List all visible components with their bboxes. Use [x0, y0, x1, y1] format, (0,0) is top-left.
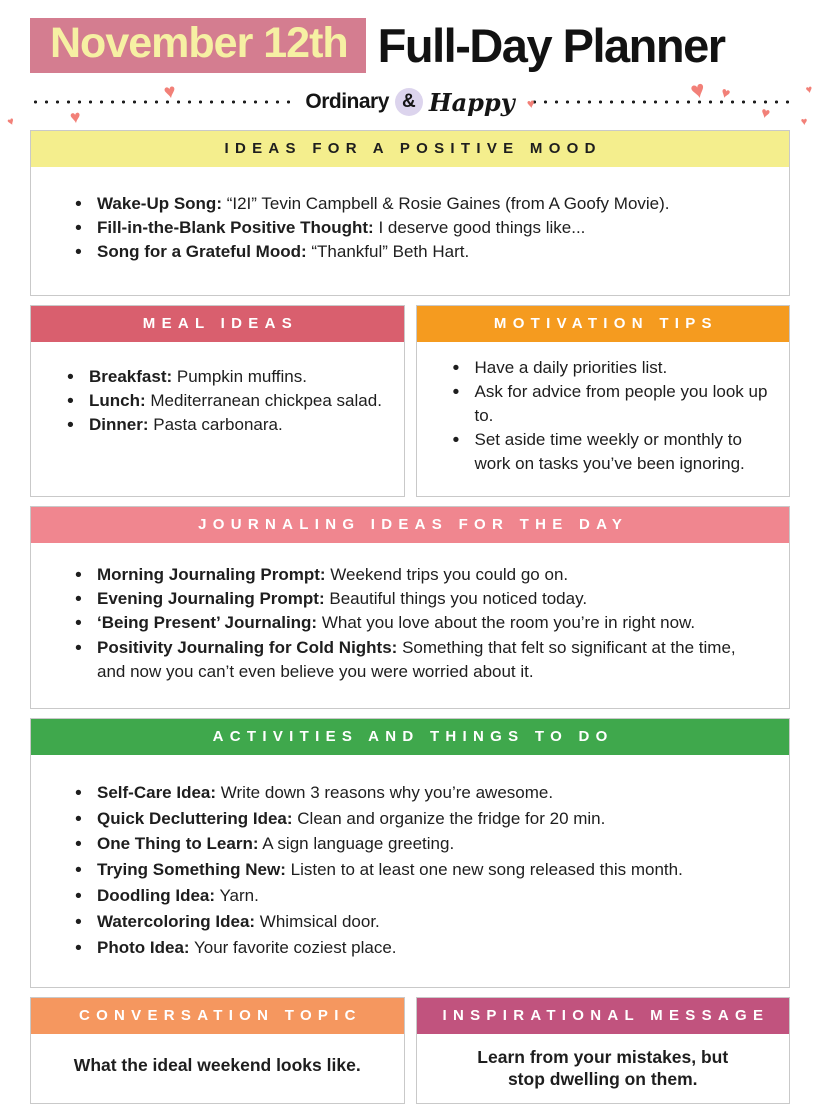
item-label: Morning Journaling Prompt: — [97, 565, 326, 585]
list-item — [475, 428, 770, 476]
heart-icon — [759, 105, 771, 122]
section-positive-mood-body — [31, 167, 789, 294]
item-label: Trying Something New: — [97, 860, 286, 880]
list-item — [97, 611, 743, 635]
list-item — [97, 563, 743, 587]
list-item — [97, 883, 759, 909]
item-text: Yarn. — [219, 886, 259, 906]
list-item — [97, 240, 749, 264]
list-item — [97, 935, 759, 961]
section-motivation-tips — [416, 305, 791, 498]
section-meal-ideas-title: MEAL IDEAS — [31, 306, 404, 342]
activities-list — [97, 780, 759, 961]
item-label: ‘Being Present’ Journaling: — [97, 613, 318, 633]
heart-icon — [805, 84, 814, 96]
list-item — [97, 806, 759, 832]
list-item — [89, 413, 384, 437]
item-label: Wake-Up Song: — [97, 194, 222, 214]
item-text: “I2I” Tevin Campbell & Rosie Gaines (from A Goofy Movie). — [226, 194, 670, 214]
brand-word-ordinary: Ordinary — [305, 90, 389, 114]
section-inspirational — [416, 997, 791, 1104]
item-label: Evening Journaling Prompt: — [97, 589, 325, 609]
item-label: Fill-in-the-Blank Positive Thought: — [97, 218, 374, 238]
item-text: “Thankful” Beth Hart. — [311, 242, 470, 262]
section-journaling — [30, 506, 790, 709]
ampersand-badge: & — [395, 88, 423, 116]
item-text: Clean and organize the fridge for 20 min. — [297, 808, 606, 828]
item-label: Photo Idea: — [97, 937, 190, 957]
item-label: Self-Care Idea: — [97, 782, 217, 802]
date-badge: November 12th — [30, 18, 366, 73]
heart-icon — [6, 116, 16, 129]
item-text: Listen to at least one new song released this month. — [290, 860, 683, 880]
item-text: Have a daily priorities list. — [474, 357, 668, 377]
section-meal-ideas — [30, 305, 405, 498]
heart-icon — [801, 117, 808, 128]
row-conversation-inspirational — [30, 997, 790, 1104]
section-conversation-title: CONVERSATION TOPIC — [31, 998, 404, 1034]
section-journaling-body — [31, 543, 789, 708]
item-text: Weekend trips you could go on. — [330, 565, 569, 585]
list-item — [97, 192, 749, 216]
section-activities — [30, 718, 790, 988]
meal-ideas-list — [89, 365, 384, 437]
list-item — [97, 909, 759, 935]
list-item — [475, 356, 770, 380]
item-text: Set aside time weekly or monthly to work on tasks you’ve been ignoring. — [474, 429, 745, 474]
heart-icon — [69, 107, 82, 126]
list-item — [97, 216, 749, 240]
item-text: Your favorite coziest place. — [193, 937, 397, 957]
item-label: Dinner: — [89, 414, 149, 434]
brand-divider — [30, 87, 790, 117]
heart-icon — [162, 81, 177, 103]
list-item — [89, 365, 384, 389]
item-label: One Thing to Learn: — [97, 834, 259, 854]
item-text: Whimsical door. — [259, 911, 380, 931]
page-title: Full-Day Planner — [377, 19, 725, 73]
item-text: Beautiful things you noticed today. — [329, 589, 588, 609]
dotted-line — [529, 100, 790, 104]
item-label: Doodling Idea: — [97, 886, 216, 906]
heart-icon — [526, 97, 535, 111]
section-conversation — [30, 997, 405, 1104]
item-text: Ask for advice from people you look up to. — [474, 381, 768, 425]
section-activities-title: ACTIVITIES AND THINGS TO DO — [31, 719, 789, 755]
section-activities-body — [31, 755, 789, 987]
list-item — [97, 831, 759, 857]
item-text: Mediterranean chickpea salad. — [150, 390, 382, 410]
section-meal-ideas-body — [31, 342, 404, 486]
item-text: I deserve good things like... — [378, 218, 586, 238]
section-inspirational-title: INSPIRATIONAL MESSAGE — [417, 998, 790, 1034]
journaling-list — [97, 563, 743, 684]
positive-mood-list — [97, 192, 749, 264]
list-item — [475, 380, 770, 428]
item-text: Something that felt so significant at the time, and now you can’t even believe you were worried about it. — [97, 637, 736, 681]
section-conversation-body: What the ideal weekend looks like. — [73, 1055, 361, 1076]
list-item — [97, 636, 743, 684]
section-motivation-tips-title: MOTIVATION TIPS — [417, 306, 790, 342]
brand-word-happy: Happy — [428, 87, 515, 117]
list-item — [97, 780, 759, 806]
page-header — [30, 18, 790, 73]
section-positive-mood — [30, 130, 790, 295]
item-text: What you love about the room you’re in right now. — [321, 613, 696, 633]
section-positive-mood-title: IDEAS FOR A POSITIVE MOOD — [31, 131, 789, 167]
item-text: A sign language greeting. — [262, 834, 455, 854]
brand-logo — [305, 88, 514, 117]
item-label: Positivity Journaling for Cold Nights: — [97, 637, 398, 657]
section-motivation-tips-body — [417, 342, 790, 497]
item-label: Quick Decluttering Idea: — [97, 808, 293, 828]
row-meal-motivation — [30, 305, 790, 498]
item-text: Pumpkin muffins. — [176, 366, 307, 386]
list-item — [89, 389, 384, 413]
item-text: Write down 3 reasons why you’re awesome. — [220, 782, 554, 802]
list-item — [97, 857, 759, 883]
item-label: Breakfast: — [89, 366, 173, 386]
dotted-line — [30, 100, 291, 104]
item-text: Pasta carbonara. — [153, 414, 283, 434]
section-journaling-title: JOURNALING IDEAS FOR THE DAY — [31, 507, 789, 543]
list-item — [97, 587, 743, 611]
section-inspirational-body: Learn from your mistakes, but stop dwelling on them. — [477, 1046, 729, 1090]
item-label: Lunch: — [89, 390, 146, 410]
motivation-tips-list — [475, 356, 770, 477]
item-label: Song for a Grateful Mood: — [97, 242, 307, 262]
item-label: Watercoloring Idea: — [97, 911, 256, 931]
